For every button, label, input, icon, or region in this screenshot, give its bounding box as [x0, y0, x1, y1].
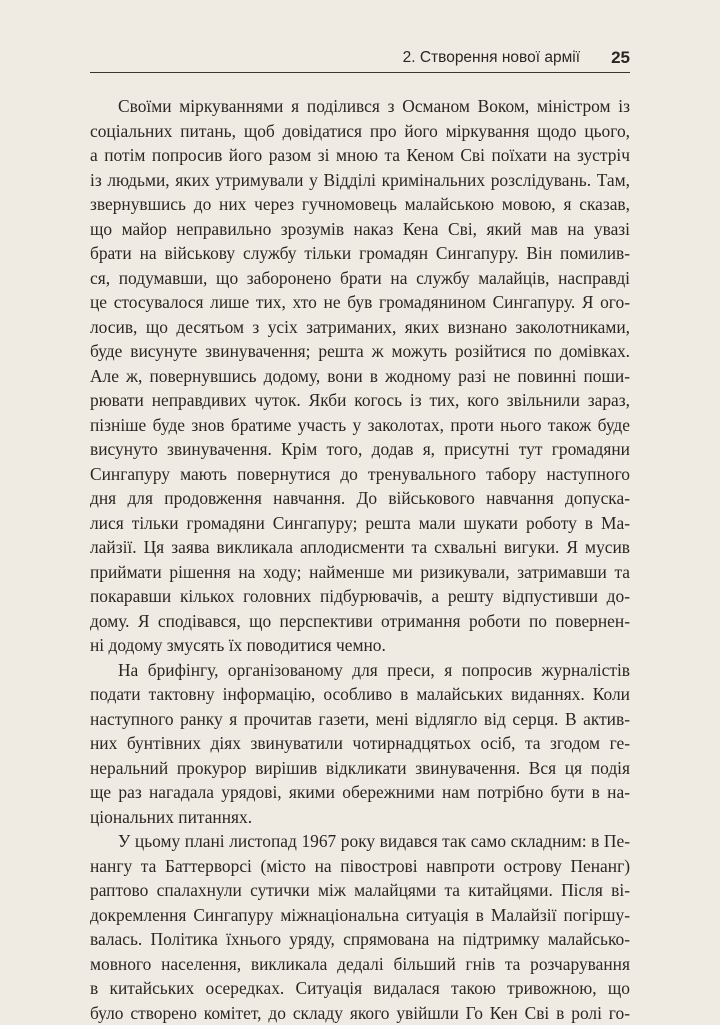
paragraph: [90, 94, 630, 658]
text-line: ще раз нагадала урядові, якими обережними нам потрібно бути в на-: [90, 780, 630, 805]
text-line: дня для продовження навчання. До військового навчання допуска-: [90, 486, 630, 511]
text-line: соціальних питань, щоб довідатися про його міркування щодо цього,: [90, 119, 630, 144]
paragraph: [90, 658, 630, 830]
text-line: докремлення Сингапуру міжнаціональна ситуація в Малайзії погіршу-: [90, 903, 630, 928]
text-line: Сингапуру мають повернутися до тренувального табору наступного: [90, 462, 630, 487]
text-line: в китайських осередках. Ситуація видалася такою тривожною, що: [90, 976, 630, 1001]
text-line: На брифінгу, організованому для преси, я попросив журналістів: [90, 658, 630, 683]
text-line: ні додому змусять їх поводитися чемно.: [90, 633, 630, 658]
paragraph: [90, 829, 630, 1025]
text-line: а потім попросив його разом зі мною та Кеном Сві поїхати на зустріч: [90, 143, 630, 168]
text-line: Своїми міркуваннями я поділився з Османом Воком, міністром із: [90, 94, 630, 119]
chapter-title: 2. Створення нової армії: [403, 49, 580, 67]
text-line: дому. Я сподівався, що перспективи отримання роботи по повернен-: [90, 609, 630, 634]
text-line: нангу та Баттерворсі (місто на півострові навпроти острову Пенанг): [90, 854, 630, 879]
text-line: брати на військову службу тільки громадян Сингапуру. Він помилив-: [90, 241, 630, 266]
text-line: подати тактовну інформацію, особливо в малайських виданнях. Коли: [90, 682, 630, 707]
text-line: наступного ранку я прочитав газети, мені відлягло від серця. В актив-: [90, 707, 630, 732]
text-line: неральний прокурор вирішив відкликати звинувачення. Вся ця подія: [90, 756, 630, 781]
text-line: лися тільки громадяни Сингапуру; решта мали шукати роботу в Ма-: [90, 511, 630, 536]
text-line: ся, подумавши, що заборонено брати на службу малайців, насправді: [90, 266, 630, 291]
text-line: буде висунуте звинувачення; решта ж можуть розійтися по домівках.: [90, 339, 630, 364]
text-line: ціональних питаннях.: [90, 805, 630, 830]
body-text: [90, 94, 630, 1025]
text-line: них бунтівних діях звинуватили чотирнадцятьох осіб, та згодом ге-: [90, 731, 630, 756]
text-line: мовного населення, викликала дедалі більший гнів та розчарування: [90, 952, 630, 977]
text-line: це стосувалося лише тих, хто не був громадянином Сингапуру. Я ого-: [90, 290, 630, 315]
text-line: звернувшись до них через гучномовець малайською мовою, я сказав,: [90, 192, 630, 217]
text-line: висунуто звинувачення. Крім того, додав я, присутні тут громадяни: [90, 437, 630, 462]
text-line: раптово спалахнули сутички між малайцями та китайцями. Після ві-: [90, 878, 630, 903]
text-line: рювати неправдивих чуток. Якби когось із тих, кого звільнили зараз,: [90, 388, 630, 413]
text-line: валась. Політика їхнього уряду, спрямована на підтримку малайсько-: [90, 927, 630, 952]
text-line: покаравши кількох головних підбурювачів, а решту відпустивши до-: [90, 584, 630, 609]
text-line: лайзії. Ця заява викликала аплодисменти та схвальні вигуки. Я мусив: [90, 535, 630, 560]
running-head: [90, 48, 630, 73]
text-line: Але ж, повернувшись додому, вони в жодному разі не повинні поши-: [90, 364, 630, 389]
text-line: що майор неправильно зрозумів наказ Кена Сві, який мав на увазі: [90, 217, 630, 242]
text-line: У цьому плані листопад 1967 року видався так само складним: в Пе-: [90, 829, 630, 854]
text-line: було створено комітет, до складу якого увійшли Го Кен Сві в ролі го-: [90, 1001, 630, 1025]
text-line: пізніше буде знов братиме участь у заколотах, проти нього також буде: [90, 413, 630, 438]
text-line: приймати рішення на ходу; найменше ми ризикували, затримавши та: [90, 560, 630, 585]
text-line: із людьми, яких утримували у Відділі кримінальних розслідувань. Там,: [90, 168, 630, 193]
text-line: лосив, що десятьом з усіх затриманих, яких визнано заколотниками,: [90, 315, 630, 340]
page-number: 25: [611, 48, 630, 68]
